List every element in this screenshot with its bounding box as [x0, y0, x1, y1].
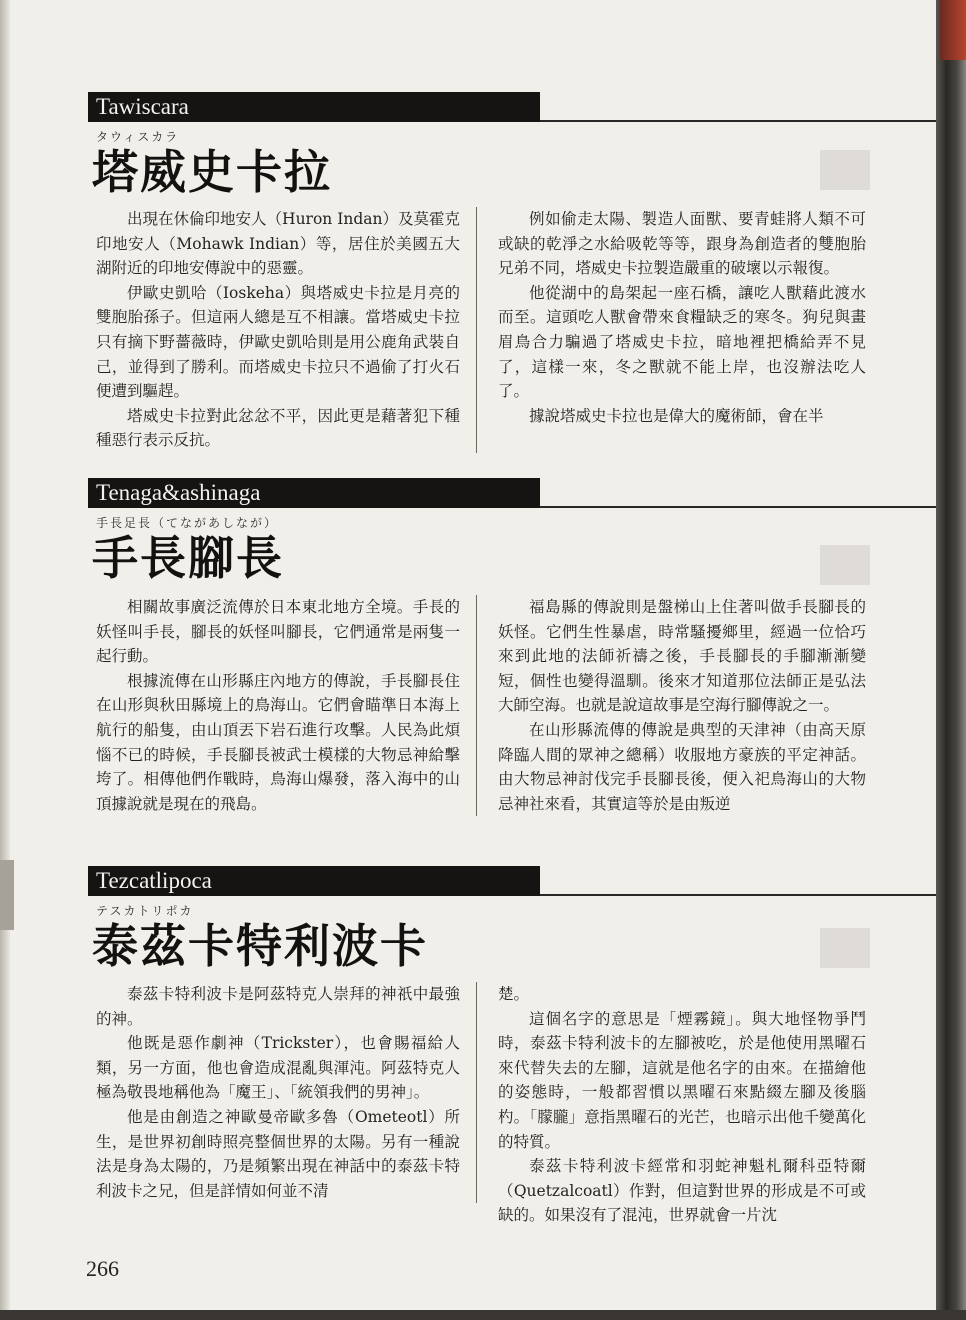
entry-kana: 手長足長（てながあしなが） [96, 516, 279, 530]
entry-right-column [498, 982, 866, 1228]
entry-rule [540, 506, 938, 508]
paragraph: 福島縣的傳說則是盤梯山上住著叫做手長腳長的妖怪。它們生性暴虐，時常騷擾鄉里，經過一位恰巧來到此地的法師祈禱之後，手長腳長的手腳漸漸變短，個性也變得溫馴。後來才知道那位法師正是弘法大師空海。也就是說這故事是空海行腳傳說之一。 [498, 598, 866, 715]
page-number: 266 [86, 1256, 119, 1281]
paragraph: 相關故事廣泛流傳於日本東北地方全境。手長的妖怪叫手長，腳長的妖怪叫腳長，它們通常是兩隻一起行動。 [96, 598, 460, 666]
paragraph: 出現在休倫印地安人（Huron Indan）及莫霍克印地安人（Mohawk Indian）等，居住於美國五大湖附近的印地安傳說中的惡靈。 [96, 210, 460, 278]
paragraph: 泰茲卡特利波卡經常和羽蛇神魁札爾科亞特爾（Quetzalcoatl）作對，但這對世界的形成是不可或缺的。如果沒有了混沌，世界就會一片沈 [498, 1157, 866, 1225]
book-cover-edge [940, 0, 966, 60]
entry-latin-title: Tenaga&ashinaga [88, 478, 540, 508]
paragraph: 楚。 [498, 985, 530, 1003]
entry-right-column [498, 595, 866, 816]
entry-rule [540, 894, 938, 896]
paragraph: 他從湖中的島架起一座石橋，讓吃人獸藉此渡水而至。這頭吃人獸會帶來食糧缺乏的寒冬。狗兒與畫眉鳥合力騙過了塔威史卡拉，暗地裡把橋給弄不見了，這樣一來，冬之獸就不能上岸，也沒辦法吃人了。 [498, 283, 866, 401]
entry-title: 塔威史卡拉 [92, 145, 332, 199]
paragraph: 這個名字的意思是「煙霧鏡」。與大地怪物爭鬥時，泰茲卡特利波卡的左腳被吃，於是他使用黑曜石來代替失去的左腳，這就是他名字的由來。在描繪他的姿態時，一般都習慣以黑曜石來點綴左腳及後腦杓。「朦朧」意指黑曜石的光芒，也暗示出他千變萬化的特質。 [498, 1009, 866, 1151]
entry-tenaga-ashinaga [88, 478, 938, 848]
entry-left-column [96, 207, 477, 453]
entry-kana: タウィスカラ [96, 130, 180, 144]
paragraph: 塔威史卡拉對此忿忿不平，因此更是藉著犯下種種惡行表示反抗。 [96, 406, 460, 450]
paragraph: 他既是惡作劇神（Trickster），也會賜福給人類，另一方面，他也會造成混亂與渾沌。阿茲特克人極為敬畏地稱他為「魔王」、「統領我們的男神」。 [96, 1034, 460, 1102]
paragraph: 在山形縣流傳的傳說是典型的天津神（由高天原降臨人間的眾神之總稱）收服地方豪族的平定神話。由大物忌神討伐完手長腳長後，便入祀鳥海山的大物忌神社來看，其實這等於是由叛逆 [498, 720, 866, 813]
book-spine-gutter [936, 0, 966, 1320]
paragraph: 例如偷走太陽、製造人面獸、要青蛙將人類不可或缺的乾淨之水給吸乾等等，跟身為創造者的雙胞胎兄弟不同，塔威史卡拉製造嚴重的破壞以示報復。 [498, 210, 866, 278]
paragraph: 據說塔威史卡拉也是偉大的魔術師，會在半 [529, 406, 824, 425]
entry-tawiscara [88, 92, 938, 462]
entry-right-column [498, 207, 866, 428]
paragraph: 他是由創造之神歐曼帝歐多魯（Ometeotl）所生，是世界初創時照亮整個世界的太陽。另有一種說法是身為太陽的，乃是頻繁出現在神話中的泰茲卡特利波卡之兄，但是詳情如何並不清 [96, 1107, 460, 1200]
page-edge-bottom [0, 1310, 966, 1320]
entry-kana: テスカトリポカ [96, 904, 194, 918]
entry-left-column [96, 595, 477, 816]
paragraph: 根據流傳在山形縣庄內地方的傳說，手長腳長住在山形與秋田縣境上的鳥海山。它們會瞄準日本海上航行的船隻，由山頂丟下岩石進行攻擊。人民為此煩惱不已的時候，手長腳長被武士模樣的大物忌神給擊垮了。相傳他們作戰時，鳥海山爆發，落入海中的山頂據說就是現在的飛島。 [96, 671, 460, 813]
entry-title: 泰茲卡特利波卡 [92, 919, 428, 973]
page-edge-left [0, 0, 10, 1320]
entry-tezcatlipoca [88, 866, 938, 1236]
paragraph: 泰茲卡特利波卡是阿茲特克人崇拜的神祇中最強的神。 [96, 985, 460, 1028]
entry-rule [540, 120, 938, 122]
page-side-tab [0, 860, 14, 930]
entry-title: 手長腳長 [92, 531, 284, 585]
entry-latin-title: Tawiscara [88, 92, 540, 122]
entry-latin-title: Tezcatlipoca [88, 866, 540, 896]
paragraph: 伊歐史凱哈（Ioskeha）與塔威史卡拉是月亮的雙胞胎孫子。但這兩人總是互不相讓。當塔威史卡拉只有摘下野薔薇時，伊歐史凱哈則是用公鹿角武裝自己，並得到了勝利。而塔威史卡拉只不過偷了打火石便遭到驅趕。 [96, 283, 460, 401]
entry-left-column [96, 982, 477, 1203]
